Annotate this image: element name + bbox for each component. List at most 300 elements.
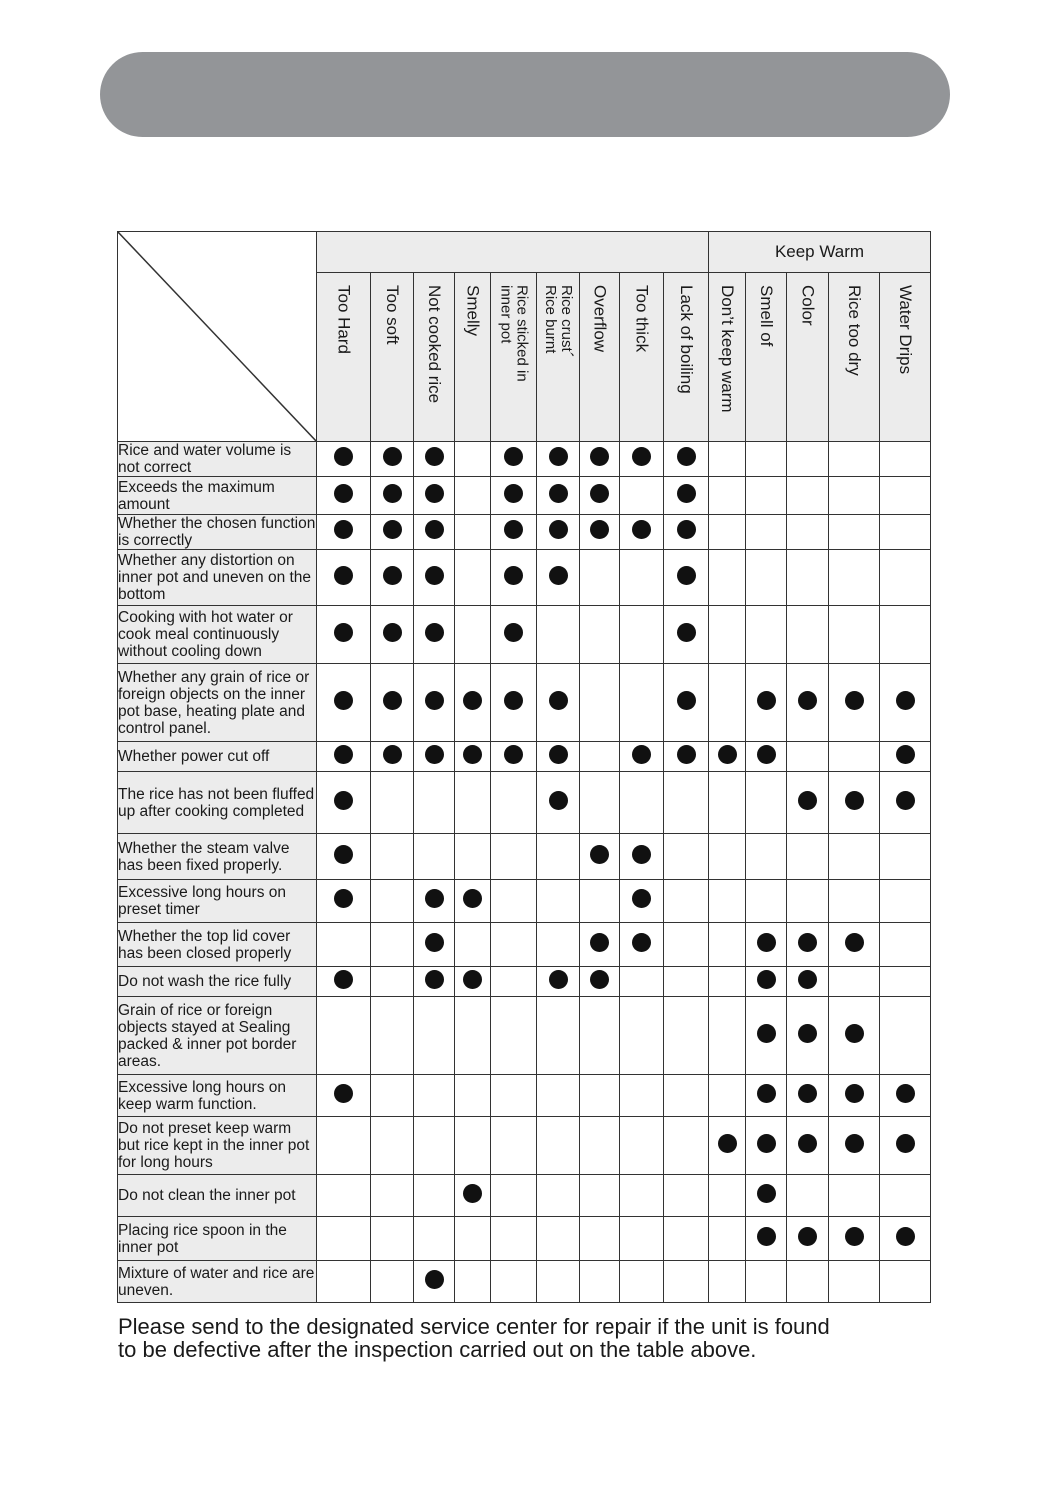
table-cell (414, 742, 455, 772)
table-row (118, 923, 931, 967)
table-cell (317, 1075, 371, 1117)
table-cell (317, 442, 371, 477)
table-cell (620, 772, 664, 834)
table-cell (455, 880, 491, 923)
table-cell (455, 742, 491, 772)
table-cell (537, 1261, 580, 1303)
table-cell (414, 1117, 455, 1175)
table-cell (880, 880, 931, 923)
check-dot-icon (334, 691, 353, 710)
table-cell (787, 550, 829, 606)
table-cell (491, 664, 537, 742)
check-dot-icon (845, 1084, 864, 1103)
check-dot-icon (383, 447, 402, 466)
table-cell (620, 515, 664, 550)
table-cell (709, 1075, 746, 1117)
row-label: Grain of rice or foreign objects stayed at Sealing packed & inner pot border areas. (118, 997, 317, 1075)
table-cell (371, 442, 414, 477)
check-dot-icon (504, 623, 523, 642)
table-cell (746, 1075, 787, 1117)
column-header (620, 273, 664, 442)
check-dot-icon (425, 745, 444, 764)
check-dot-icon (425, 484, 444, 503)
check-dot-icon (590, 933, 609, 952)
table-cell (371, 1261, 414, 1303)
column-header-label: Smelly (463, 285, 483, 337)
check-dot-icon (896, 1084, 915, 1103)
table-cell (455, 1075, 491, 1117)
column-header-label: Lack of boiling (677, 285, 696, 394)
table-cell (491, 1117, 537, 1175)
table-cell (537, 1075, 580, 1117)
check-dot-icon (334, 1084, 353, 1103)
table-cell (491, 772, 537, 834)
check-dot-icon (463, 1184, 482, 1203)
check-dot-icon (334, 791, 353, 810)
column-header-label: Don’t keep warm (718, 285, 737, 413)
check-dot-icon (549, 970, 568, 989)
table-cell (664, 477, 709, 515)
table-cell (829, 606, 880, 664)
check-dot-icon (383, 566, 402, 585)
check-dot-icon (798, 791, 817, 810)
corner-diagonal (118, 232, 317, 442)
table-cell (787, 880, 829, 923)
check-dot-icon (798, 1227, 817, 1246)
table-row (118, 1217, 931, 1261)
table-cell (537, 1175, 580, 1217)
table-cell (829, 1175, 880, 1217)
column-header-label: Too thick (632, 285, 652, 353)
check-dot-icon (677, 566, 696, 585)
table-cell (537, 923, 580, 967)
table-cell (829, 1117, 880, 1175)
table-cell (580, 772, 620, 834)
table-row (118, 772, 931, 834)
check-dot-icon (425, 691, 444, 710)
table-cell (317, 515, 371, 550)
table-row (118, 967, 931, 997)
table-cell (620, 1261, 664, 1303)
table-cell (664, 550, 709, 606)
column-header (746, 273, 787, 442)
check-dot-icon (757, 1024, 776, 1043)
table-cell (537, 477, 580, 515)
table-cell (620, 742, 664, 772)
column-header-label: Too Hard (334, 285, 354, 354)
column-header (537, 273, 580, 442)
table-cell (491, 1175, 537, 1217)
table-cell (746, 442, 787, 477)
table-cell (580, 1261, 620, 1303)
table-cell (537, 772, 580, 834)
table-cell (317, 997, 371, 1075)
column-header-label: Color (798, 285, 818, 326)
table-cell (829, 442, 880, 477)
check-dot-icon (590, 970, 609, 989)
table-cell (620, 1117, 664, 1175)
table-cell (537, 550, 580, 606)
table-cell (746, 664, 787, 742)
table-cell (880, 664, 931, 742)
table-cell (317, 477, 371, 515)
table-cell (580, 997, 620, 1075)
check-dot-icon (425, 933, 444, 952)
table-cell (880, 834, 931, 880)
check-dot-icon (757, 691, 776, 710)
table-cell (455, 664, 491, 742)
table-cell (371, 742, 414, 772)
table-cell (580, 1175, 620, 1217)
check-dot-icon (504, 484, 523, 503)
table-cell (414, 967, 455, 997)
row-label: Whether power cut off (118, 742, 317, 772)
table-cell (709, 550, 746, 606)
table-cell (580, 880, 620, 923)
check-dot-icon (896, 791, 915, 810)
table-cell (537, 880, 580, 923)
table-cell (414, 923, 455, 967)
row-label: Excessive long hours on keep warm function. (118, 1075, 317, 1117)
table-cell (371, 1175, 414, 1217)
table-cell (787, 1217, 829, 1261)
check-dot-icon (632, 933, 651, 952)
check-dot-icon (383, 520, 402, 539)
check-dot-icon (463, 970, 482, 989)
table-cell (787, 1175, 829, 1217)
check-dot-icon (632, 889, 651, 908)
table-cell (455, 606, 491, 664)
check-dot-icon (425, 520, 444, 539)
table-cell (371, 1217, 414, 1261)
check-dot-icon (549, 791, 568, 810)
table-cell (829, 923, 880, 967)
table-cell (491, 997, 537, 1075)
table-cell (620, 997, 664, 1075)
column-header-label: Rice too dry (845, 285, 864, 376)
keep-warm-group-header: Keep Warm (709, 232, 931, 273)
table-cell (371, 477, 414, 515)
check-dot-icon (845, 791, 864, 810)
table-cell (620, 967, 664, 997)
check-dot-icon (632, 520, 651, 539)
table-cell (317, 606, 371, 664)
table-cell (829, 1217, 880, 1261)
table-cell (414, 1261, 455, 1303)
table-cell (787, 742, 829, 772)
table-cell (371, 550, 414, 606)
table-row (118, 997, 931, 1075)
table-cell (829, 477, 880, 515)
column-header-label: Rice sticked in inner pot (497, 285, 531, 382)
check-dot-icon (504, 520, 523, 539)
check-dot-icon (383, 691, 402, 710)
table-cell (709, 1117, 746, 1175)
table-cell (580, 1117, 620, 1175)
check-dot-icon (798, 1134, 817, 1153)
row-label: Whether any distortion on inner pot and uneven on the bottom (118, 550, 317, 606)
table-cell (371, 606, 414, 664)
table-cell (537, 742, 580, 772)
table-cell (491, 1075, 537, 1117)
table-cell (787, 515, 829, 550)
table-cell (664, 1175, 709, 1217)
table-cell (317, 834, 371, 880)
table-cell (620, 1175, 664, 1217)
cooking-group-header (317, 232, 709, 273)
column-header (829, 273, 880, 442)
table-cell (709, 442, 746, 477)
check-dot-icon (677, 745, 696, 764)
table-cell (746, 1217, 787, 1261)
table-cell (829, 880, 880, 923)
table-cell (709, 1175, 746, 1217)
row-label: Whether any grain of rice or foreign objects on the inner pot base, heating plate and control panel. (118, 664, 317, 742)
check-dot-icon (463, 745, 482, 764)
table-row (118, 1261, 931, 1303)
table-cell (317, 1175, 371, 1217)
table-row (118, 1175, 931, 1217)
column-header-label: Water Drips (896, 285, 915, 375)
table-cell (787, 997, 829, 1075)
check-dot-icon (718, 745, 737, 764)
table-cell (491, 442, 537, 477)
table-cell (709, 515, 746, 550)
check-dot-icon (504, 566, 523, 585)
row-label: The rice has not been fluffed up after cooking completed (118, 772, 317, 834)
table-cell (455, 772, 491, 834)
table-cell (829, 834, 880, 880)
table-cell (880, 772, 931, 834)
check-dot-icon (798, 970, 817, 989)
table-cell (491, 1261, 537, 1303)
table-cell (455, 477, 491, 515)
table-cell (620, 477, 664, 515)
table-cell (880, 967, 931, 997)
table-cell (664, 606, 709, 664)
check-dot-icon (757, 970, 776, 989)
check-dot-icon (425, 566, 444, 585)
check-dot-icon (845, 1227, 864, 1246)
table-cell (829, 772, 880, 834)
table-cell (580, 1217, 620, 1261)
table-cell (491, 880, 537, 923)
table-row (118, 515, 931, 550)
table-cell (414, 772, 455, 834)
check-dot-icon (718, 1134, 737, 1153)
check-dot-icon (798, 691, 817, 710)
table-cell (880, 923, 931, 967)
check-dot-icon (334, 745, 353, 764)
check-dot-icon (383, 484, 402, 503)
table-cell (709, 1217, 746, 1261)
column-header (371, 273, 414, 442)
check-dot-icon (425, 1270, 444, 1289)
column-header (709, 273, 746, 442)
check-dot-icon (677, 484, 696, 503)
table-cell (371, 772, 414, 834)
column-header (787, 273, 829, 442)
table-cell (580, 515, 620, 550)
table-corner (118, 232, 317, 442)
check-dot-icon (334, 970, 353, 989)
check-dot-icon (757, 933, 776, 952)
check-dot-icon (425, 623, 444, 642)
table-cell (455, 515, 491, 550)
table-cell (414, 1175, 455, 1217)
check-dot-icon (504, 691, 523, 710)
table-cell (455, 967, 491, 997)
table-cell (880, 1175, 931, 1217)
table-cell (664, 515, 709, 550)
table-cell (371, 664, 414, 742)
row-label: Do not clean the inner pot (118, 1175, 317, 1217)
table-cell (787, 1261, 829, 1303)
row-label: Placing rice spoon in the inner pot (118, 1217, 317, 1261)
table-cell (317, 1117, 371, 1175)
table-cell (787, 923, 829, 967)
check-dot-icon (334, 845, 353, 864)
check-dot-icon (590, 447, 609, 466)
table-cell (455, 1217, 491, 1261)
table-row (118, 1117, 931, 1175)
check-dot-icon (677, 447, 696, 466)
check-dot-icon (549, 484, 568, 503)
table-cell (620, 550, 664, 606)
table-cell (746, 923, 787, 967)
header-banner (100, 52, 950, 137)
table-cell (620, 664, 664, 742)
table-cell (880, 1261, 931, 1303)
table-cell (414, 550, 455, 606)
table-cell (787, 664, 829, 742)
table-cell (414, 606, 455, 664)
table-cell (537, 834, 580, 880)
table-cell (709, 664, 746, 742)
table-cell (664, 967, 709, 997)
table-cell (787, 606, 829, 664)
check-dot-icon (425, 970, 444, 989)
table-cell (414, 1075, 455, 1117)
table-cell (371, 880, 414, 923)
row-label: Whether the steam valve has been fixed properly. (118, 834, 317, 880)
table-cell (317, 664, 371, 742)
table-cell (829, 1075, 880, 1117)
table-cell (537, 967, 580, 997)
table-cell (880, 997, 931, 1075)
table-cell (709, 923, 746, 967)
check-dot-icon (845, 1134, 864, 1153)
table-cell (709, 772, 746, 834)
row-label: Rice and water volume is not correct (118, 442, 317, 477)
table-row (118, 477, 931, 515)
column-header (455, 273, 491, 442)
table-cell (664, 923, 709, 967)
column-header (317, 273, 371, 442)
check-dot-icon (632, 845, 651, 864)
column-header-label: Rice crust、 Rice burnt (542, 285, 575, 367)
column-header (664, 273, 709, 442)
table-cell (317, 1217, 371, 1261)
check-dot-icon (334, 484, 353, 503)
table-cell (537, 1217, 580, 1261)
table-row (118, 606, 931, 664)
column-header-label: Smell of (757, 285, 776, 347)
check-dot-icon (757, 1134, 776, 1153)
table-cell (580, 477, 620, 515)
table-cell (491, 606, 537, 664)
table-cell (580, 550, 620, 606)
check-dot-icon (757, 1084, 776, 1103)
table-cell (829, 967, 880, 997)
check-dot-icon (896, 745, 915, 764)
table-cell (414, 477, 455, 515)
table-cell (317, 923, 371, 967)
table-cell (317, 1261, 371, 1303)
check-dot-icon (798, 933, 817, 952)
check-dot-icon (757, 1184, 776, 1203)
table-cell (371, 1117, 414, 1175)
table-cell (414, 442, 455, 477)
check-dot-icon (549, 566, 568, 585)
table-row (118, 664, 931, 742)
table-cell (620, 880, 664, 923)
row-label: Do not wash the rice fully (118, 967, 317, 997)
table-cell (620, 834, 664, 880)
table-cell (580, 1075, 620, 1117)
table-cell (414, 880, 455, 923)
table-cell (664, 772, 709, 834)
table-cell (829, 550, 880, 606)
table-cell (709, 742, 746, 772)
table-cell (317, 550, 371, 606)
check-dot-icon (757, 745, 776, 764)
table-cell (580, 606, 620, 664)
table-cell (829, 742, 880, 772)
table-cell (829, 997, 880, 1075)
table-cell (537, 1117, 580, 1175)
table-cell (371, 923, 414, 967)
table-cell (371, 997, 414, 1075)
table-cell (746, 834, 787, 880)
table-cell (491, 742, 537, 772)
check-dot-icon (425, 889, 444, 908)
table-cell (414, 1217, 455, 1261)
check-dot-icon (463, 889, 482, 908)
table-cell (664, 442, 709, 477)
table-cell (746, 772, 787, 834)
table-cell (537, 664, 580, 742)
table-cell (787, 834, 829, 880)
table-row (118, 550, 931, 606)
table-cell (787, 1075, 829, 1117)
table-cell (620, 606, 664, 664)
table-cell (880, 442, 931, 477)
check-dot-icon (590, 484, 609, 503)
table-cell (455, 442, 491, 477)
check-dot-icon (632, 447, 651, 466)
table-cell (829, 664, 880, 742)
check-dot-icon (896, 1134, 915, 1153)
table-cell (580, 967, 620, 997)
check-dot-icon (383, 623, 402, 642)
table-cell (880, 1117, 931, 1175)
table-row (118, 742, 931, 772)
table-cell (491, 967, 537, 997)
check-dot-icon (757, 1227, 776, 1246)
table-cell (455, 1261, 491, 1303)
row-label: Cooking with hot water or cook meal continuously without cooling down (118, 606, 317, 664)
